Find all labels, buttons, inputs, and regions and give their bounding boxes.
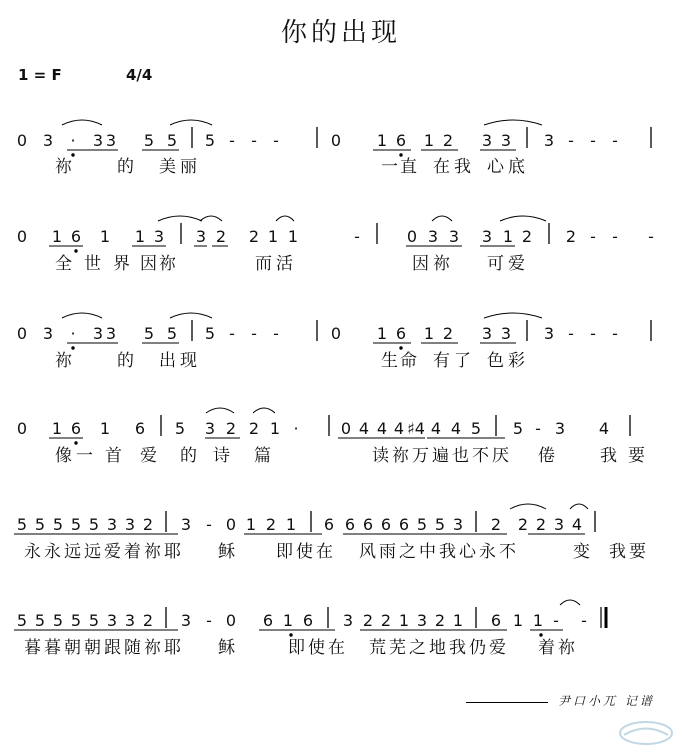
- note: 2: [248, 227, 260, 246]
- note: -: [612, 324, 618, 343]
- lyric-char: 了: [454, 351, 471, 371]
- note: 0: [16, 324, 28, 343]
- lyric-char: 读: [372, 446, 389, 466]
- lyric-char: 祢: [392, 446, 409, 466]
- note: 2: [434, 611, 446, 630]
- note: 5: [166, 131, 178, 150]
- lyric-char: 在: [328, 638, 345, 658]
- lyric-char: 稣: [218, 638, 235, 658]
- note: 1: [452, 611, 464, 630]
- lyric-char: 变: [573, 542, 590, 562]
- octave-dot: [71, 153, 74, 156]
- note: 6: [323, 515, 335, 534]
- note: 1: [376, 324, 388, 343]
- note: 3: [481, 227, 493, 246]
- slur: [484, 313, 542, 318]
- lyric-char: 着: [538, 638, 555, 658]
- note: 5: [143, 324, 155, 343]
- note: 5: [174, 419, 186, 438]
- note: 5: [166, 324, 178, 343]
- note: 2: [380, 611, 392, 630]
- note: 2: [215, 227, 227, 246]
- lyric-char: 朝: [84, 638, 101, 658]
- lyric-char: 在: [316, 542, 333, 562]
- note: 6: [302, 611, 314, 630]
- note: 5: [52, 515, 64, 534]
- lyric-char: 世: [84, 254, 101, 274]
- note: 6: [262, 611, 274, 630]
- lyric-char: 耶: [164, 542, 181, 562]
- note: -: [229, 324, 235, 343]
- note: 3: [92, 324, 104, 343]
- note: -: [535, 419, 541, 438]
- note: -: [568, 324, 574, 343]
- lyric-char: 有: [433, 351, 450, 371]
- note: 5: [416, 515, 428, 534]
- note: 1: [423, 324, 435, 343]
- slur: [276, 216, 294, 221]
- lyric-char: 我: [439, 542, 456, 562]
- note: -: [590, 131, 596, 150]
- note: 4: [393, 419, 405, 438]
- lyric-char: 之: [399, 542, 416, 562]
- note: 1: [269, 419, 281, 438]
- note: 2: [535, 515, 547, 534]
- note: 3: [553, 515, 565, 534]
- note: ♯4: [407, 419, 425, 438]
- lyric-char: 彩: [508, 351, 525, 371]
- note: 3: [204, 419, 216, 438]
- lyric-char: 倦: [538, 446, 555, 466]
- note: 2: [142, 515, 154, 534]
- lyric-char: 因: [412, 254, 429, 274]
- note: 6: [398, 515, 410, 534]
- note: -: [251, 324, 257, 343]
- note: 4: [571, 515, 583, 534]
- lyric-char: 要: [628, 446, 645, 466]
- lyric-char: 跟: [104, 638, 121, 658]
- lyric-char: 直: [400, 157, 417, 177]
- note: 3: [124, 515, 136, 534]
- lyric-char: 祢: [144, 638, 161, 658]
- lyric-char: 远: [84, 542, 101, 562]
- note: 3: [106, 611, 118, 630]
- slur: [432, 216, 452, 221]
- note: 2: [142, 611, 154, 630]
- note: -: [354, 227, 360, 246]
- note: 5: [204, 131, 216, 150]
- lyric-char: 我: [449, 638, 466, 658]
- octave-dot: [539, 633, 542, 636]
- lyric-char: 我: [609, 542, 626, 562]
- note: 3: [42, 131, 54, 150]
- lyric-char: 永: [44, 542, 61, 562]
- note: 2: [362, 611, 374, 630]
- lyric-char: 厌: [492, 446, 509, 466]
- slur: [484, 120, 542, 125]
- note: 6: [395, 131, 407, 150]
- note: 2: [248, 419, 260, 438]
- note: 1: [532, 611, 544, 630]
- lyric-char: 出: [159, 351, 176, 371]
- lyric-char: 祢: [55, 351, 72, 371]
- note: -: [590, 324, 596, 343]
- note: 1: [287, 227, 299, 246]
- note: 5: [16, 611, 28, 630]
- note: ·: [70, 131, 76, 150]
- lyric-char: 之: [409, 638, 426, 658]
- slur: [62, 120, 102, 125]
- lyric-char: 不: [472, 446, 489, 466]
- note: 3: [543, 131, 555, 150]
- note: 5: [34, 611, 46, 630]
- slur: [62, 313, 102, 318]
- lyric-char: 不: [499, 542, 516, 562]
- song-title: 你的出现: [280, 18, 401, 48]
- note: -: [568, 131, 574, 150]
- note: -: [553, 611, 559, 630]
- note: 2: [225, 419, 237, 438]
- lyric-char: 也: [452, 446, 469, 466]
- note: 6: [395, 324, 407, 343]
- note: 3: [42, 324, 54, 343]
- note: 5: [16, 515, 28, 534]
- lyric-char: 活: [276, 254, 293, 274]
- note: 5: [52, 611, 64, 630]
- note: 5: [70, 611, 82, 630]
- note: 6: [380, 515, 392, 534]
- lyric-char: 底: [508, 157, 525, 177]
- key-signature: 1 = F: [18, 66, 62, 84]
- lyric-char: 暮: [24, 638, 41, 658]
- note: 5: [70, 515, 82, 534]
- note: 2: [490, 515, 502, 534]
- slur: [170, 120, 212, 125]
- slur: [570, 504, 588, 509]
- note: 0: [225, 611, 237, 630]
- lyric-char: 即: [276, 542, 293, 562]
- note: 4: [450, 419, 462, 438]
- note: 3: [481, 324, 493, 343]
- note: 5: [88, 611, 100, 630]
- lyric-char: 即: [288, 638, 305, 658]
- lyric-char: 像: [55, 446, 72, 466]
- slur: [500, 216, 546, 221]
- lyric-char: 的: [180, 446, 197, 466]
- octave-dot: [71, 346, 74, 349]
- note: -: [590, 227, 596, 246]
- lyric-char: 可: [487, 254, 504, 274]
- transcriber-credit: 尹口小兀 记谱: [558, 694, 655, 708]
- note: 0: [340, 419, 352, 438]
- lyric-char: 着: [124, 542, 141, 562]
- lyric-char: 芜: [389, 638, 406, 658]
- note: 4: [358, 419, 370, 438]
- note: 1: [245, 515, 257, 534]
- note: 3: [342, 611, 354, 630]
- note: 3: [106, 515, 118, 534]
- note: -: [273, 324, 279, 343]
- note: ·: [70, 324, 76, 343]
- lyric-char: 一: [76, 446, 93, 466]
- note: 6: [362, 515, 374, 534]
- lyric-char: 祢: [55, 157, 72, 177]
- lyric-char: 一: [381, 157, 398, 177]
- note: 2: [521, 227, 533, 246]
- note: -: [273, 131, 279, 150]
- octave-dot: [74, 249, 77, 252]
- lyric-char: 现: [180, 351, 197, 371]
- note: 5: [434, 515, 446, 534]
- octave-dot: [399, 153, 402, 156]
- note: 4: [376, 419, 388, 438]
- note: 3: [180, 611, 192, 630]
- lyric-char: 仍: [469, 638, 486, 658]
- note: 5: [34, 515, 46, 534]
- lyric-char: 风: [359, 542, 376, 562]
- note: 3: [448, 227, 460, 246]
- note: 5: [88, 515, 100, 534]
- lyric-char: 祢: [558, 638, 575, 658]
- note: 6: [70, 227, 82, 246]
- slur: [200, 216, 222, 221]
- lyric-char: 要: [629, 542, 646, 562]
- note: -: [648, 227, 654, 246]
- note: 0: [330, 324, 342, 343]
- slur: [206, 408, 234, 413]
- lyric-char: 命: [400, 351, 417, 371]
- lyric-char: 色: [487, 351, 504, 371]
- note: 2: [565, 227, 577, 246]
- lyric-char: 暮: [44, 638, 61, 658]
- lyric-char: 爱: [489, 638, 506, 658]
- note: 6: [344, 515, 356, 534]
- note: 3: [500, 324, 512, 343]
- lyric-char: 朝: [64, 638, 81, 658]
- note: 3: [543, 324, 555, 343]
- note: 1: [285, 515, 297, 534]
- note: 2: [265, 515, 277, 534]
- slur: [158, 216, 202, 221]
- lyric-char: 全: [55, 254, 72, 274]
- note: 0: [16, 227, 28, 246]
- note: 3: [105, 324, 117, 343]
- note: 3: [427, 227, 439, 246]
- lyric-char: 我: [600, 446, 617, 466]
- lyric-char: 的: [117, 351, 134, 371]
- lyric-char: 使: [296, 542, 313, 562]
- watermark-logo: [618, 720, 674, 746]
- note: 3: [124, 611, 136, 630]
- note: 5: [512, 419, 524, 438]
- note: 0: [16, 419, 28, 438]
- note: -: [581, 611, 587, 630]
- note: 1: [423, 131, 435, 150]
- note: 0: [406, 227, 418, 246]
- note: -: [206, 515, 212, 534]
- lyric-char: 祢: [159, 254, 176, 274]
- note: 0: [330, 131, 342, 150]
- note: 6: [134, 419, 146, 438]
- lyric-char: 在: [433, 157, 450, 177]
- lyric-char: 祢: [433, 254, 450, 274]
- lyric-char: 篇: [254, 446, 271, 466]
- note: -: [612, 131, 618, 150]
- lyric-char: 耶: [164, 638, 181, 658]
- lyric-char: 荒: [369, 638, 386, 658]
- lyric-char: 远: [64, 542, 81, 562]
- note: -: [251, 131, 257, 150]
- lyric-char: 我: [454, 157, 471, 177]
- note: -: [612, 227, 618, 246]
- note: 1: [99, 419, 111, 438]
- note: 1: [502, 227, 514, 246]
- note: 3: [153, 227, 165, 246]
- lyric-char: 使: [308, 638, 325, 658]
- time-signature: 4/4: [126, 66, 153, 84]
- note: 1: [134, 227, 146, 246]
- note: 1: [51, 419, 63, 438]
- lyric-char: 爱: [104, 542, 121, 562]
- lyric-char: 而: [255, 254, 272, 274]
- lyric-char: 美: [159, 157, 176, 177]
- lyric-char: 的: [117, 157, 134, 177]
- note: 0: [16, 131, 28, 150]
- note: 3: [554, 419, 566, 438]
- lyric-char: 永: [24, 542, 41, 562]
- lyric-char: 爱: [508, 254, 525, 274]
- note: 5: [470, 419, 482, 438]
- note: 1: [99, 227, 111, 246]
- note: ·: [293, 419, 299, 438]
- note: 1: [51, 227, 63, 246]
- note: 3: [105, 131, 117, 150]
- lyric-char: 中: [419, 542, 436, 562]
- note: 2: [442, 324, 454, 343]
- lyric-char: 地: [429, 638, 446, 658]
- note: 5: [143, 131, 155, 150]
- note: 5: [204, 324, 216, 343]
- note: -: [229, 131, 235, 150]
- note: 6: [70, 419, 82, 438]
- note: 4: [430, 419, 442, 438]
- note: 4: [598, 419, 610, 438]
- lyric-char: 首: [105, 446, 122, 466]
- lyric-char: 万: [412, 446, 429, 466]
- note: 0: [225, 515, 237, 534]
- note: 1: [398, 611, 410, 630]
- credit-rule: [466, 702, 548, 703]
- lyric-char: 界: [113, 254, 130, 274]
- note: 3: [416, 611, 428, 630]
- octave-dot: [289, 633, 292, 636]
- note: 2: [442, 131, 454, 150]
- lyric-char: 心: [459, 542, 476, 562]
- lyric-char: 爱: [140, 446, 157, 466]
- note: 2: [517, 515, 529, 534]
- note: 1: [512, 611, 524, 630]
- lyric-char: 随: [124, 638, 141, 658]
- lyric-char: 诗: [213, 446, 230, 466]
- lyric-char: 丽: [180, 157, 197, 177]
- lyric-char: 祢: [144, 542, 161, 562]
- note: 3: [452, 515, 464, 534]
- note: -: [206, 611, 212, 630]
- lyric-char: 生: [381, 351, 398, 371]
- octave-dot: [74, 441, 77, 444]
- lyric-char: 永: [479, 542, 496, 562]
- note: 6: [490, 611, 502, 630]
- note: 3: [500, 131, 512, 150]
- note: 3: [92, 131, 104, 150]
- lyric-char: 心: [487, 157, 504, 177]
- note: 1: [267, 227, 279, 246]
- lyric-char: 稣: [218, 542, 235, 562]
- octave-dot: [399, 346, 402, 349]
- slur: [170, 313, 212, 318]
- slur: [253, 408, 275, 413]
- note: 3: [180, 515, 192, 534]
- slur: [560, 600, 580, 605]
- lyric-char: 因: [140, 254, 157, 274]
- note: 3: [195, 227, 207, 246]
- note: 3: [481, 131, 493, 150]
- note: 1: [282, 611, 294, 630]
- slur: [510, 504, 546, 509]
- lyric-char: 遍: [432, 446, 449, 466]
- note: 1: [376, 131, 388, 150]
- lyric-char: 雨: [379, 542, 396, 562]
